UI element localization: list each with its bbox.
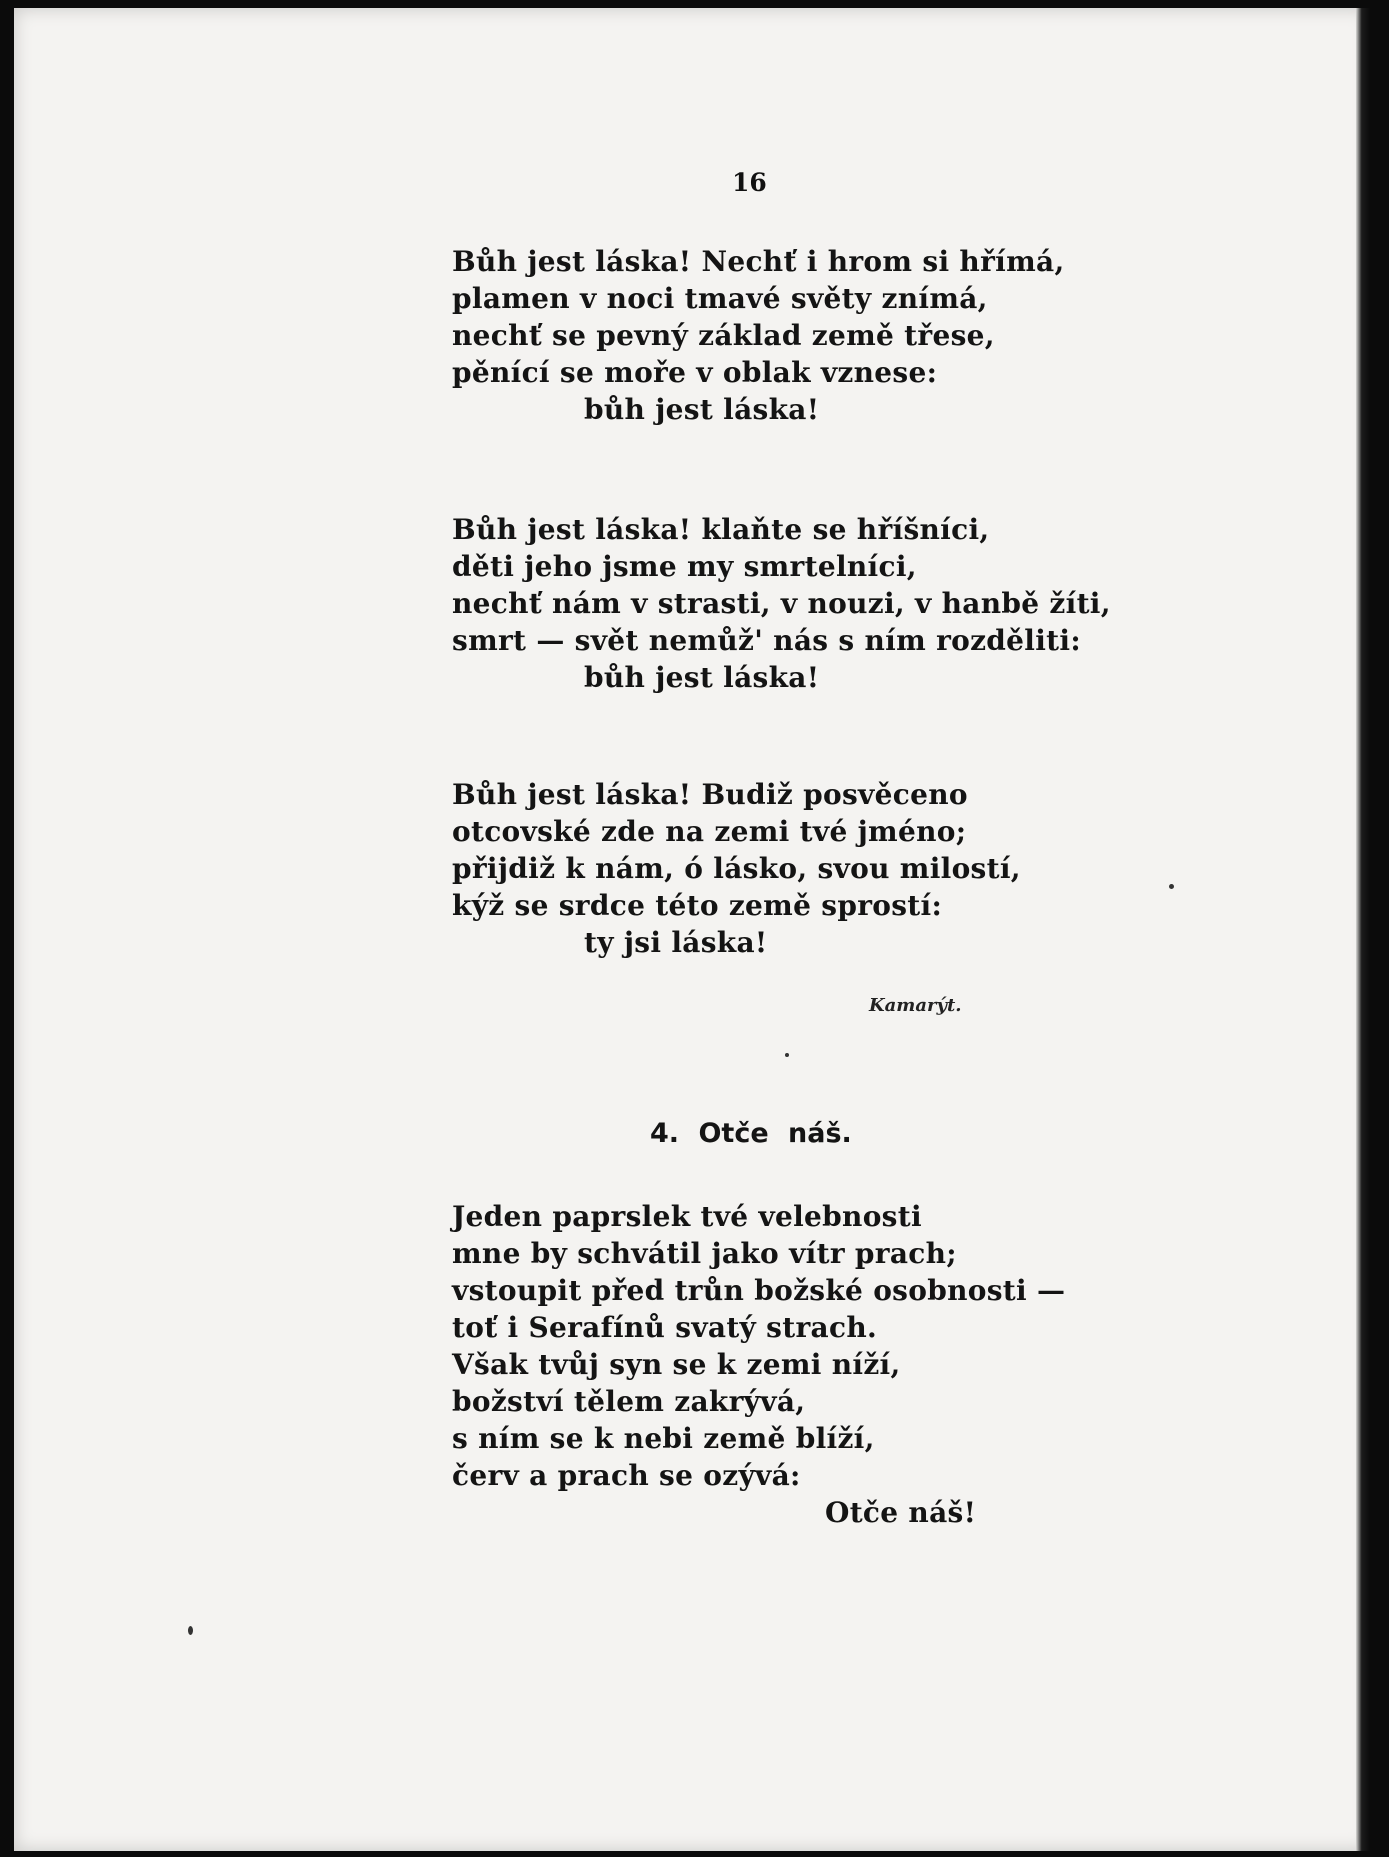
scan-speck bbox=[188, 1626, 193, 1635]
stanza-line: pěnící se moře v oblak vznese: bbox=[452, 356, 938, 389]
stanza-line: otcovské zde na zemi tvé jméno; bbox=[452, 815, 967, 848]
stanza-1 bbox=[452, 243, 1065, 428]
poem-line: červ a prach se ozývá: bbox=[452, 1459, 801, 1492]
scan-speck bbox=[785, 1053, 789, 1057]
book-page bbox=[14, 8, 1370, 1851]
stanza-line: Bůh jest láska! klaňte se hříšníci, bbox=[452, 513, 990, 546]
poem-number: 4. bbox=[650, 1118, 680, 1149]
stanza-line: Bůh jest láska! Nechť i hrom si hřímá, bbox=[452, 245, 1065, 278]
stanza-line: nechť nám v strasti, v nouzi, v hanbě žíti, bbox=[452, 587, 1111, 620]
stanza-line: smrt — svět nemůž' nás s ním rozděliti: bbox=[452, 624, 1081, 657]
poem-line: vstoupit před trůn božské osobnosti — bbox=[452, 1274, 1066, 1307]
poem-line: mne by schvátil jako vítr prach; bbox=[452, 1237, 957, 1270]
stanza-refrain: bůh jest láska! bbox=[584, 661, 820, 694]
poem-line: božství tělem zakrývá, bbox=[452, 1385, 806, 1418]
scan-speck bbox=[1169, 884, 1174, 889]
stanza-line: přijdiž k nám, ó lásko, svou milostí, bbox=[452, 852, 1021, 885]
author-signature: Kamarýt. bbox=[869, 995, 962, 1016]
poem-line: Však tvůj syn se k zemi níží, bbox=[452, 1348, 901, 1381]
poem-line: s ním se k nebi země blíží, bbox=[452, 1422, 875, 1455]
stanza-refrain: bůh jest láska! bbox=[584, 393, 820, 426]
poem-line: toť i Serafínů svatý strach. bbox=[452, 1311, 878, 1344]
stanza-line: děti jeho jsme my smrtelníci, bbox=[452, 550, 917, 583]
stanza-2 bbox=[452, 511, 1111, 696]
stanza-3 bbox=[452, 776, 1021, 961]
stanza-line: plamen v noci tmavé světy znímá, bbox=[452, 282, 988, 315]
poem-line: Jeden paprslek tvé velebnosti bbox=[452, 1200, 922, 1233]
stanza-line: kýž se srdce této země sprostí: bbox=[452, 889, 943, 922]
poem-heading bbox=[650, 1118, 852, 1149]
stanza-refrain: ty jsi láska! bbox=[584, 926, 768, 959]
stanza-line: nechť se pevný základ země třese, bbox=[452, 319, 995, 352]
poem-closing: Otče náš! bbox=[825, 1496, 977, 1529]
page-number: 16 bbox=[732, 168, 767, 197]
poem-body bbox=[452, 1198, 1065, 1531]
stanza-line: Bůh jest láska! Budiž posvěceno bbox=[452, 778, 968, 811]
poem-title: Otče náš. bbox=[698, 1118, 852, 1149]
page-edge-shadow bbox=[1356, 8, 1370, 1851]
